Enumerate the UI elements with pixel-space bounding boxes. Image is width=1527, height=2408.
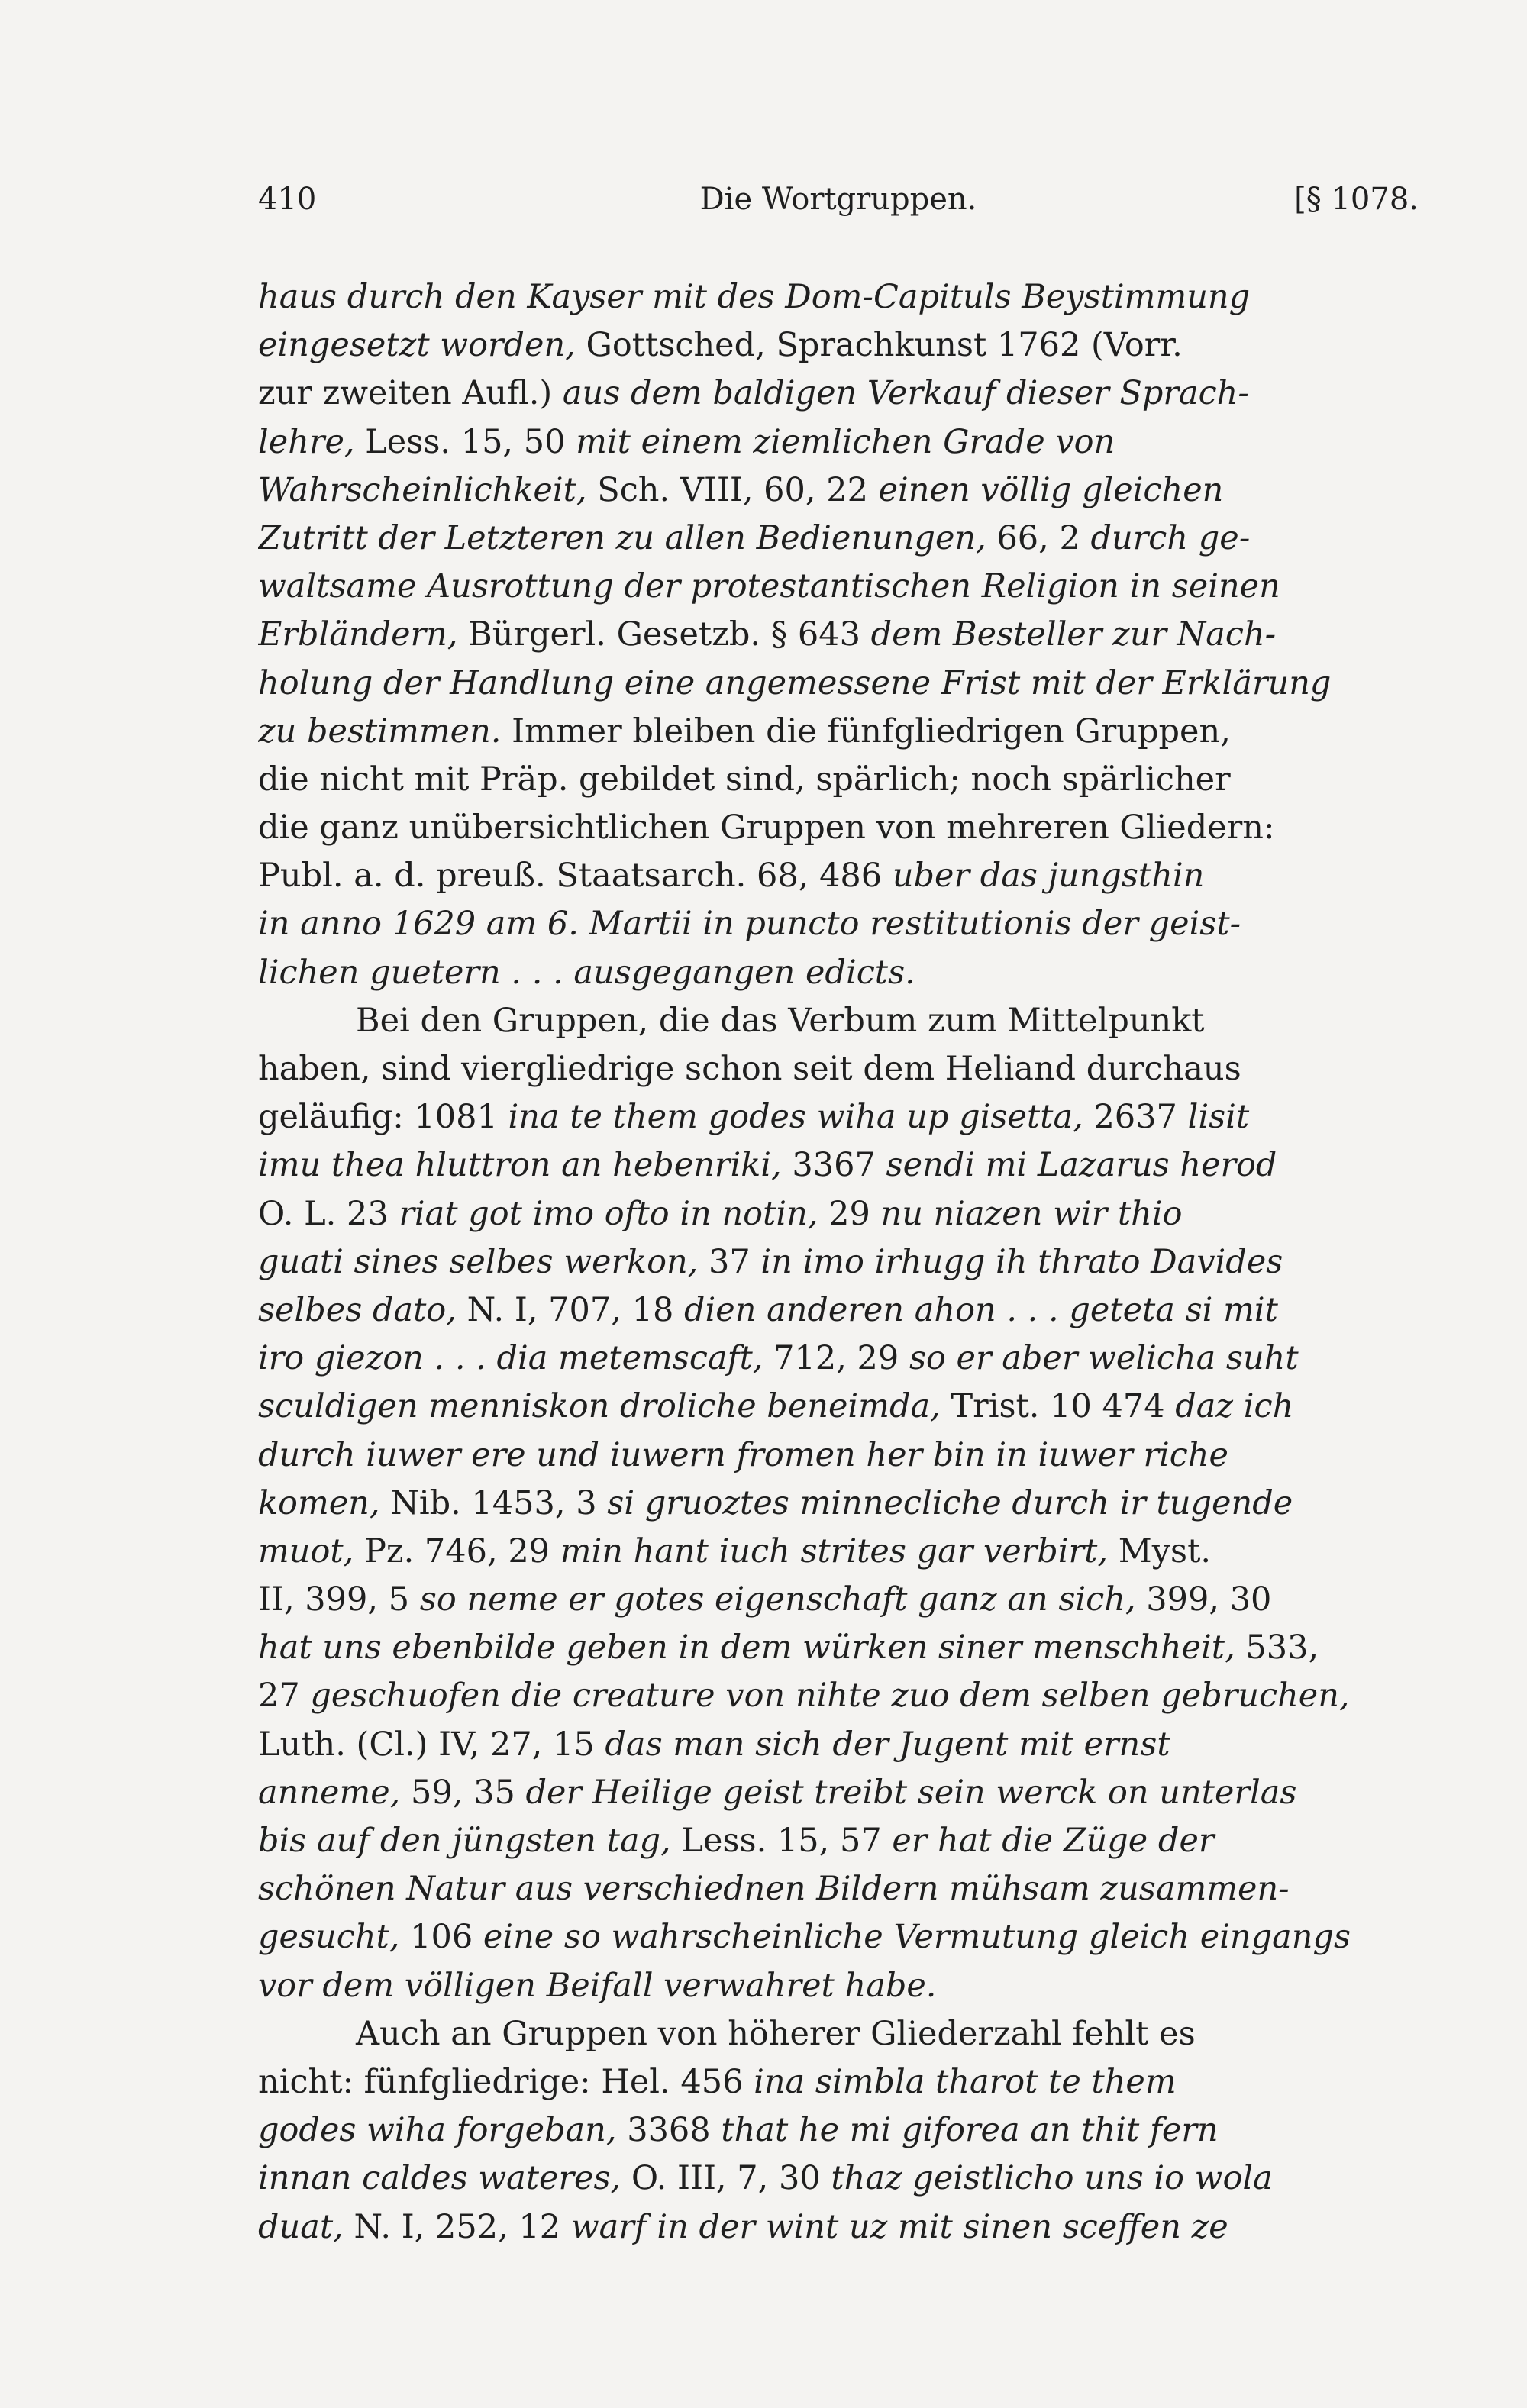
italic-quote: so neme er gotes eigenschaft ganz an sich, bbox=[419, 1580, 1136, 1619]
italic-quote: Erbländern, bbox=[258, 615, 458, 654]
italic-quote: dien anderen ahon . . . geteta si mit bbox=[683, 1290, 1278, 1329]
italic-quote: haus durch den Kayser mit des Dom-Capituls Beystimmung bbox=[258, 278, 1251, 316]
italic-quote: hat uns ebenbilde geben in dem würken siner menschheit, bbox=[258, 1628, 1235, 1667]
text-line bbox=[258, 997, 1419, 1045]
italic-quote: imu thea hluttron an hebenriki, bbox=[258, 1146, 782, 1185]
italic-quote: vor dem völligen Beifall verwahret habe. bbox=[258, 1966, 937, 2005]
roman-text: O. L. 23 bbox=[258, 1194, 399, 1233]
text-line bbox=[258, 2106, 1419, 2155]
text-line bbox=[258, 1480, 1419, 1528]
text-line bbox=[258, 1045, 1419, 1093]
roman-text: Publ. a. d. preuß. Staatsarch. 68, 486 bbox=[258, 857, 893, 896]
text-line bbox=[258, 756, 1419, 804]
italic-quote: das man sich der Jugent mit ernst bbox=[605, 1725, 1170, 1764]
text-line bbox=[258, 2010, 1419, 2058]
text-line bbox=[258, 466, 1419, 515]
italic-quote: er hat die Züge der bbox=[892, 1822, 1215, 1860]
italic-quote: zu bestimmen. bbox=[258, 712, 502, 750]
roman-text: 399, 30 bbox=[1135, 1580, 1272, 1619]
italic-quote: eingesetzt worden, bbox=[258, 326, 576, 365]
text-line bbox=[258, 2155, 1419, 2203]
italic-quote: mit einem ziemlichen Grade von bbox=[576, 422, 1115, 461]
italic-quote: durch iuwer ere und iuwern fromen her bin in iuwer riche bbox=[258, 1435, 1228, 1474]
italic-quote: sendi mi Lazarus herod bbox=[886, 1146, 1277, 1185]
text-line bbox=[258, 418, 1419, 466]
italic-quote: ina simbla tharot te them bbox=[754, 2062, 1177, 2101]
roman-text: Less. 15, 57 bbox=[670, 1822, 893, 1860]
italic-quote: aus dem baldigen Verkauf dieser Sprach- bbox=[562, 374, 1249, 413]
roman-text: II, 399, 5 bbox=[258, 1580, 420, 1619]
roman-text: Pz. 746, 29 bbox=[354, 1532, 560, 1570]
italic-quote: einen völlig gleichen bbox=[878, 470, 1224, 509]
italic-quote: thaz geistlicho uns io wola bbox=[831, 2159, 1273, 2198]
italic-quote: durch ge- bbox=[1090, 518, 1251, 557]
italic-quote: innan caldes wateres, bbox=[258, 2159, 621, 2198]
italic-quote: bis auf den jüngsten tag, bbox=[258, 1822, 671, 1860]
italic-quote: uber das jungsthin bbox=[892, 857, 1205, 896]
italic-quote: so er aber welicha suht bbox=[909, 1339, 1299, 1378]
roman-text: O. III, 7, 30 bbox=[621, 2159, 831, 2198]
italic-quote: waltsame Ausrottung der protestantischen Religion in seinen bbox=[258, 567, 1280, 606]
text-line bbox=[258, 1865, 1419, 1913]
italic-quote: schönen Natur aus verschiednen Bildern mühsam zusammen- bbox=[258, 1870, 1290, 1909]
roman-text: 533, bbox=[1235, 1628, 1319, 1667]
italic-quote: lisit bbox=[1187, 1098, 1250, 1137]
text-line bbox=[258, 563, 1419, 611]
text-line bbox=[258, 1913, 1419, 1961]
italic-quote: anneme, bbox=[258, 1773, 401, 1812]
text-line bbox=[258, 1383, 1419, 1431]
roman-text: 3367 bbox=[781, 1146, 886, 1185]
text-line bbox=[258, 900, 1419, 948]
roman-text: 37 bbox=[698, 1242, 761, 1281]
roman-text: Trist. 10 474 bbox=[940, 1387, 1176, 1426]
text-line bbox=[258, 515, 1419, 563]
page-number: 410 bbox=[258, 182, 317, 217]
section-number: [§ 1078. bbox=[1294, 182, 1419, 217]
roman-text: Auch an Gruppen von höherer Gliederzahl fehlt es bbox=[356, 2014, 1196, 2053]
roman-text: Nib. 1453, 3 bbox=[379, 1483, 608, 1522]
roman-text: Myst. bbox=[1108, 1532, 1212, 1570]
italic-quote: holung der Handlung eine angemessene Frist mit der Erklärung bbox=[258, 663, 1332, 702]
italic-quote: that he mi giforea an thit fern bbox=[721, 2111, 1219, 2150]
italic-quote: Zutritt der Letzteren zu allen Bedienungen, bbox=[258, 518, 986, 557]
text-line bbox=[258, 611, 1419, 659]
text-line bbox=[258, 1769, 1419, 1817]
italic-quote: riat got imo ofto in notin, bbox=[399, 1194, 818, 1233]
roman-text: Less. 15, 50 bbox=[354, 422, 576, 461]
italic-quote: warf in der wint uz mit sinen sceffen ze bbox=[570, 2207, 1228, 2246]
text-line bbox=[258, 1962, 1419, 2010]
italic-quote: sculdigen menniskon droliche beneimda, bbox=[258, 1387, 941, 1426]
italic-quote: si gruoztes minnecliche durch ir tugende bbox=[607, 1483, 1293, 1522]
roman-text: Gottsched, Sprachkunst 1762 (Vorr. bbox=[575, 326, 1183, 365]
roman-text: Immer bleiben die fünfgliedrigen Gruppen, bbox=[501, 712, 1231, 750]
italic-quote: in anno 1629 am 6. Martii in puncto restitutionis der geist- bbox=[258, 905, 1241, 944]
text-line bbox=[258, 1093, 1419, 1141]
text-line bbox=[258, 1576, 1419, 1624]
roman-text: 27 bbox=[258, 1677, 311, 1716]
roman-text: N. I, 252, 12 bbox=[343, 2207, 571, 2246]
italic-quote: gesucht, bbox=[258, 1918, 400, 1957]
italic-quote: godes wiha forgeban, bbox=[258, 2111, 617, 2150]
text-line bbox=[258, 1432, 1419, 1480]
text-line bbox=[258, 1528, 1419, 1576]
roman-text: geläufig: 1081 bbox=[258, 1098, 508, 1137]
italic-quote: Wahrscheinlichkeit, bbox=[258, 470, 587, 509]
italic-quote: muot, bbox=[258, 1532, 354, 1570]
roman-text: 66, 2 bbox=[986, 518, 1091, 557]
roman-text: 2637 bbox=[1083, 1098, 1188, 1137]
italic-quote: nu niazen wir thio bbox=[880, 1194, 1183, 1233]
italic-quote: eine so wahrscheinliche Vermutung gleich eingangs bbox=[483, 1918, 1351, 1957]
body-text bbox=[258, 273, 1419, 2251]
roman-text: 29 bbox=[818, 1194, 881, 1233]
roman-text: Bei den Gruppen, die das Verbum zum Mittelpunkt bbox=[356, 1001, 1205, 1040]
text-line bbox=[258, 804, 1419, 852]
text-line bbox=[258, 949, 1419, 997]
text-line bbox=[258, 660, 1419, 708]
italic-quote: ina te them godes wiha up gisetta, bbox=[508, 1098, 1083, 1137]
italic-quote: min hant iuch strites gar verbirt, bbox=[560, 1532, 1109, 1570]
roman-text: nicht: fünfgliedrige: Hel. 456 bbox=[258, 2062, 754, 2101]
italic-quote: selbes dato, bbox=[258, 1290, 457, 1329]
text-line bbox=[258, 1238, 1419, 1286]
text-line bbox=[258, 852, 1419, 900]
text-line bbox=[258, 1817, 1419, 1865]
italic-quote: dem Besteller zur Nach- bbox=[870, 615, 1277, 654]
roman-text: 59, 35 bbox=[400, 1773, 526, 1812]
roman-text: die ganz unübersichtlichen Gruppen von mehreren Gliedern: bbox=[258, 809, 1275, 847]
text-line bbox=[258, 1335, 1419, 1383]
text-line bbox=[258, 1721, 1419, 1769]
text-line bbox=[258, 370, 1419, 418]
italic-quote: duat, bbox=[258, 2207, 344, 2246]
italic-quote: geschuofen die creature von nihte zuo dem selben gebruchen, bbox=[310, 1677, 1350, 1716]
text-line bbox=[258, 321, 1419, 370]
italic-quote: der Heilige geist treibt sein werck on unterlas bbox=[525, 1773, 1297, 1812]
italic-quote: komen, bbox=[258, 1483, 380, 1522]
italic-quote: daz ich bbox=[1175, 1387, 1294, 1426]
roman-text: Sch. VIII, 60, 22 bbox=[586, 470, 879, 509]
running-title: Die Wortgruppen. bbox=[699, 182, 977, 217]
text-line bbox=[258, 273, 1419, 321]
italic-quote: lehre, bbox=[258, 422, 355, 461]
text-line bbox=[258, 1672, 1419, 1720]
text-line bbox=[258, 1190, 1419, 1238]
roman-text: 106 bbox=[399, 1918, 483, 1957]
roman-text: Luth. (Cl.) IV, 27, 15 bbox=[258, 1725, 605, 1764]
roman-text: zur zweiten Aufl.) bbox=[258, 374, 563, 413]
roman-text: N. I, 707, 18 bbox=[456, 1290, 684, 1329]
italic-quote: iro giezon . . . dia metemscaft, bbox=[258, 1339, 764, 1378]
text-line bbox=[258, 708, 1419, 756]
text-line bbox=[258, 1141, 1419, 1189]
roman-text: haben, sind viergliedrige schon seit dem Heliand durchaus bbox=[258, 1050, 1241, 1088]
roman-text: 3368 bbox=[616, 2111, 722, 2150]
page-header bbox=[258, 182, 1419, 228]
italic-quote: guati sines selbes werkon, bbox=[258, 1242, 699, 1281]
text-line bbox=[258, 2203, 1419, 2251]
italic-quote: lichen guetern . . . ausgegangen edicts. bbox=[258, 953, 915, 992]
text-line bbox=[258, 1286, 1419, 1335]
text-line bbox=[258, 1624, 1419, 1672]
roman-text: die nicht mit Präp. gebildet sind, spärlich; noch spärlicher bbox=[258, 760, 1231, 799]
roman-text: Bürgerl. Gesetzb. § 643 bbox=[457, 615, 871, 654]
roman-text: 712, 29 bbox=[763, 1339, 909, 1378]
text-line bbox=[258, 2058, 1419, 2106]
italic-quote: in imo irhugg ih thrato Davides bbox=[760, 1242, 1283, 1281]
